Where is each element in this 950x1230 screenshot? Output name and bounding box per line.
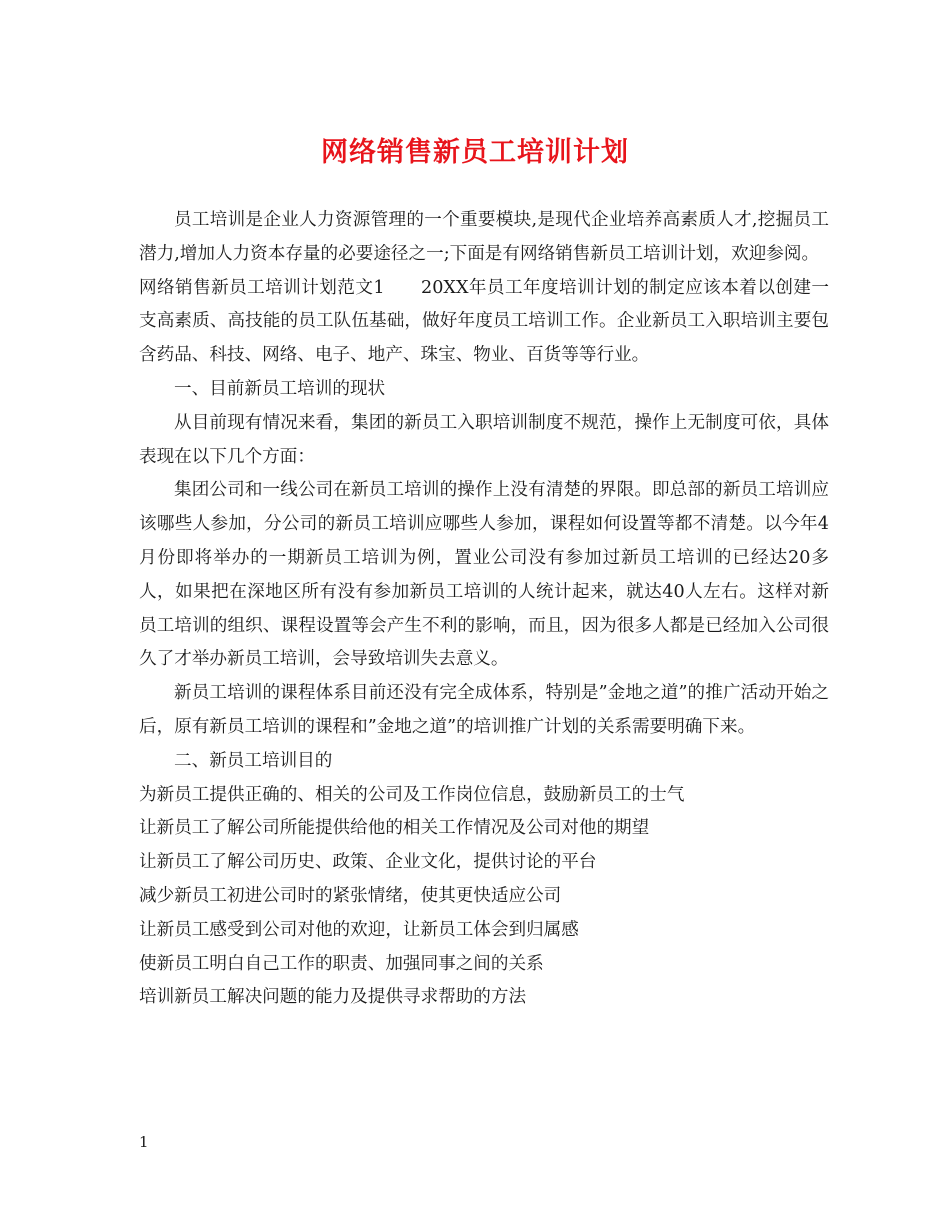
goal-item: 让新员工了解公司历史、政策、企业文化，提供讨论的平台 xyxy=(139,852,597,873)
curriculum-paragraph: 新员工培训的课程体系目前还没有完全成体系，特别是”金地之道”的推广活动开始之后，原有新员工培训的课程和”金地之道”的培训推广计划的关系需要明确下来。 xyxy=(139,683,829,737)
goal-item: 为新员工提供正确的、相关的公司及工作岗位信息，鼓励新员工的士气 xyxy=(139,784,685,805)
goal-item: 减少新员工初进公司时的紧张情绪，使其更快适应公司 xyxy=(139,885,562,906)
goal-item: 培训新员工解决问题的能力及提供寻求帮助的方法 xyxy=(139,987,527,1008)
goal-item: 使新员工明白自己工作的职责、加强同事之间的关系 xyxy=(139,953,544,974)
boundary-paragraph: 集团公司和一线公司在新员工培训的操作上没有清楚的界限。即总部的新员工培训应该哪些人参加，分公司的新员工培训应哪些人参加，课程如何设置等都不清楚。以今年4月份即将举办的一期新员工培训为例，置业公司没有参加过新员工培训的已经达20多人，如果把在深地区所有没有参加新员工培训的人统计起来，就达40人左右。这样对新员工培训的组织、课程设置等会产生不利的影响，而且，因为很多人都是已经加入公司很久了才举办新员工培训，会导致培训失去意义。 xyxy=(139,480,829,670)
goal-item: 让新员工了解公司所能提供给他的相关工作情况及公司对他的期望 xyxy=(139,818,650,839)
section-heading-goals: 二、新员工培训目的 xyxy=(174,750,333,771)
section-heading-status: 一、目前新员工培训的现状 xyxy=(174,378,386,399)
document-title: 网络销售新员工培训计划 xyxy=(321,137,629,168)
goal-item: 让新员工感受到公司对他的欢迎，让新员工体会到归属感 xyxy=(139,919,579,940)
plan-paragraph: 网络销售新员工培训计划范文1 20XX年员工年度培训计划的制定应该本着以创建一支高素质、高技能的员工队伍基础，做好年度员工培训工作。企业新员工入职培训主要包含药品、科技、网络、电子、地产、珠宝、物业、百货等等行业。 xyxy=(139,277,829,366)
intro-paragraph: 员工培训是企业人力资源管理的一个重要模块,是现代企业培养高素质人才,挖掘员工潜力,增加人力资本存量的必要途径之一;下面是有网络销售新员工培训计划，欢迎参阅。 xyxy=(139,210,829,264)
status-paragraph: 从目前现有情况来看，集团的新员工入职培训制度不规范，操作上无制度可依，具体表现在以下几个方面： xyxy=(139,412,829,467)
page-number: 1 xyxy=(139,1133,149,1151)
document-body xyxy=(139,204,829,1015)
